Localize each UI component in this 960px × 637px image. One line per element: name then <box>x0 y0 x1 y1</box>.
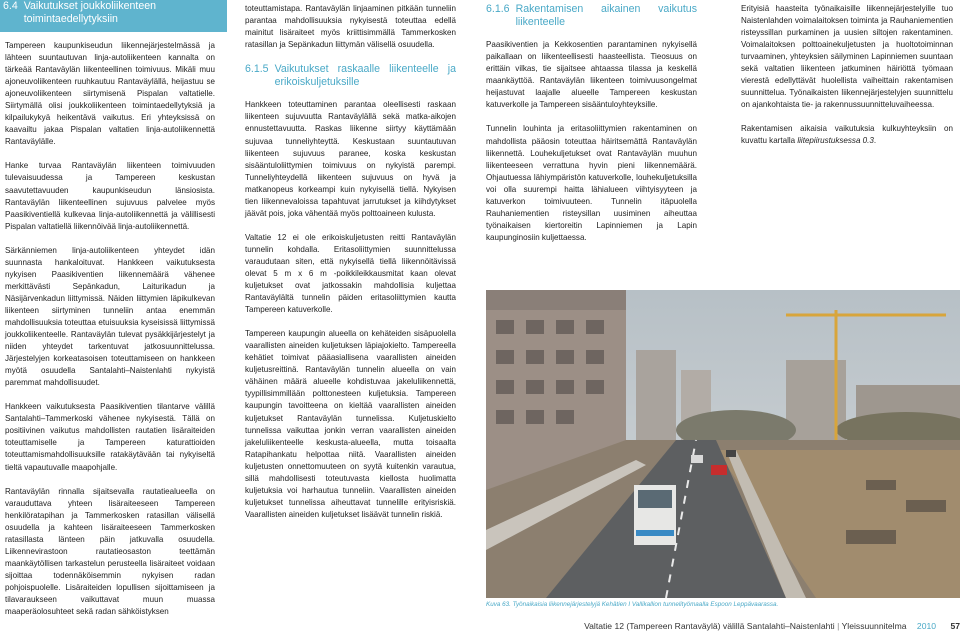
page-footer <box>584 621 960 631</box>
paragraph: Särkänniemen linja-autoliikenteen yhteydet idän suunnasta hankaloituvat. Hankkeen vaikutuksesta nykyisen Paasikiventien liikennemäärä vähenee merkittävästi Sepänkadun, Laiturikadun ja Näsijärvenkadun liittymissä. Näiden liittymien läpikulkevan liikenteen siirtyminen tunneliin antaa enemmän mahdollisuuksia toteuttaa etuisuuksia kyseisissä liittymissä joukkoliikenteelle. Rantaväylän tulevat pysäkkijärjestelyt ja niiden yhteydet tarkentuvat jatkosuunnittelussa. Järjestelyjen korkeatasoisen toteuttamiseen on hankkeen myötä osuudella Santalahti–Naistenlahti nykyistä paremmat mahdollisuudet. <box>5 245 215 388</box>
column-2 <box>245 3 456 519</box>
footer-year: 2010 <box>916 621 937 631</box>
subsection-number: 6.1.5 <box>245 63 269 76</box>
footer-separator: | <box>837 621 840 631</box>
column-1 <box>5 40 215 630</box>
subsection-title: Vaikutukset raskaalle liikenteelle ja erikoiskuljetuksille <box>274 63 456 88</box>
section-title: Vaikutukset joukkoliikenteen toimintaedellytyksiin <box>23 0 157 25</box>
subsection-number: 6.1.6 <box>486 3 510 15</box>
column-3 <box>486 3 697 256</box>
paragraph: Hankkeen vaikutuksesta Paasikiventien tilantarve välillä Santalahti–Tammerkoski vähenee nykyisestä. Tällä on positiivinen vaikutus mahdollisten rautatien lisäraiteiden toteuttamiselle ja Tampereen katurattioiden toteuttamismahdollisuuksille ratakäytävään tai nykyiseltä tieltä vapautuvalle maapohjalle. <box>5 402 215 472</box>
paragraph: Tampereen kaupunkiseudun liikennejärjestelmässä ja lähteen suuntautuvan linja-autoliikenteen kannalta on tärkeää Rantaväylän liikenteellinen toimivuus. Mikäli muu ajoneuvoliikenteen ruuhkautuu Rantaväylällä, heijastuu se ajoneuvoliikenteen siirtymisenä Pispalan valtatielle. Siirtymällä olisi joukkoliikenteen toimintaedellytyksiä ja kilpailukykyä heikentävä vaikutus. Eri yhteyksissä on kaavailtu jakaa Pispalan valtatien linja-autoliikennettä Rantaväylälle. <box>5 41 215 147</box>
photo-illustration <box>486 290 960 598</box>
subsection-heading <box>486 3 697 28</box>
paragraph: Hanke turvaa Rantaväylän liikenteen toimivuuden tulevaisuudessa ja Tampereen keskustan saavutettavuuden kaupunkiseudun länsiosista. Rantaväylän liikenteellinen sujuvuus palvelee myös Paasikiventiellä kulkevaa linja-autoliikennettä ja välillisesti Pispalan valtatiellä liikennöivää linja-autoliikennettä. <box>5 161 215 231</box>
paragraph: Erityisiä haasteita työnaikaisille liikennejärjestelyille tuo Naistenlahden voimalaitoksen toiminta ja Rauhaniementien risteyssillan purkaminen ja uusien siltojen rakentaminen. Voimalaitoksen polttoainekuljetusten ja huoltotoiminnan turvaaminen, yhteyksien säilyminen Lapinniemen suuntaan sekä valtatien liikenteen jatkuminen häiriöttä työmaan vierestä edellyttävät huolellista vaiheittain rakentamisen suunnittelua. Työnaikaisten liikennejärjestelyjen suunnittelu on ajankohtaista tie- ja rakennussuunnitteluvaiheessa. <box>741 4 953 110</box>
footer-title: Valtatie 12 (Tampereen Rantaväylä) välillä Santalahti–Naistenlahti <box>584 621 835 631</box>
page-number: 57 <box>950 621 960 631</box>
column-4 <box>741 3 953 160</box>
text: . <box>873 136 877 146</box>
section-header-box <box>0 0 227 32</box>
photo-caption: Kuva 63. Työnaikaisia liikennejärjestelyjä Kehätien I Vallikallion tunnelityömaalla Espoon Leppävaarassa. <box>486 601 779 608</box>
footer-document-type: Yleissuunnitelma <box>841 621 907 631</box>
paragraph: Tunnelin louhinta ja eritasoliittymien rakentaminen on mahdollista pääosin toteuttaa häiritsemättä Rantaväylän liikennettä. Louhekuljetukset ovat Rantaväylän muuhun liikenteeseen verrattuna hyvin pieni liikennemäärä. Ohjautuessa lähiympäristön katuverkolle, louhekuljetuksilla voi olla suurempi haitta lähialueen viihtyisyyteen ja katuverkon toimivuuteen. Tunnelin itäpuolella Rauhaniementien risteysillan uusiminen aiheuttaa työnaikaisen kiertoreitin Lapinniemen ja Lapin kaupunginosiin kuljettaessa. <box>486 124 697 242</box>
paragraph: Valtatie 12 ei ole erikoiskuljetusten reitti Rantaväylän tunnelin kohdalla. Eritasoliittymien suunnittelussa varaudutaan siten, että nykyisellä tiellä liikennöitävissä olevat 5 m x 6 m -poikkileikkausmitat kaan olevat kuljetukset ovat jatkossakin mahdollisia kuljettaa Rantaväylältä tunnelin päiden eritasoliittymien kautta Tampereen katuverkolle. <box>245 232 456 315</box>
subsection-title: Rakentamisen aikainen vaikutus liikenteelle <box>515 3 697 28</box>
paragraph: Rantaväylän rinnalla sijaitsevalla rautatiealueella on varauduttava yhteen lisäraiteeseen Tampereen henkilöratapihan ja Tammerkosken ratasillan välisellä osuudella ja kahteen lisäraiteeseen Tammerkosken ratasillasta länteen päin jatkuvalla osuudella. Liikennevirastoon rautatieosaston teettämän maankäytöllisen tarkastelun perusteella lisäraiteet voidaan sijoittaa todennäköisemmin nykyisen radan pohjoispuolelle. Lisäraiteiden lopullisen sijoittamiseen ja tilavaraukseen vaikuttavat muun muassa maaperäolosuhteet sekä radan sähköistyksen <box>5 486 215 617</box>
paragraph: toteuttamistapa. Rantaväylän linjaaminen pitkään tunneliin parantaa mahdollisuuksia nykyisestä toteuttaa edellä mainitut lisäraiteet myös kriittisimmällä Tammerkosken ratasillan ja Sepänkadun liittymän välisellä osuudella. <box>245 4 456 50</box>
appendix-reference: liitepiirustuksessa 0.3 <box>797 136 874 146</box>
subsection-heading <box>245 63 456 88</box>
paragraph: Tampereen kaupungin alueella on kehäteiden sisäpuolella vaarallisten aineiden kuljetuksen läpiajokielto. Tampereella kehätiet toimivat pääasiallisena vaarallisten aineiden kuljetusreittinä. Rantaväylän tunnelin alueella on vain vähäinen määrä alueelle kohdistuvaa jakeluliikennettä, tyypillisimmillään polttonesteen kuljetuksia. Tampereen kaupungin tavoitteena on kieltää vaarallisten aineiden kuljetukset Rantaväylän tunnelissa. Kuljetuskielto tunnelissa vaikuttaa jonkin verran vaarallisten aineiden jakeluliikenteelle keskusta-alueella, mutta toisaalta Ratapihankatu helpottaa niitä. Vaarallisten aineiden kuljetusten onnettomuuteen on syytä kuitenkin varautua, sillä mahdollisesti toteutuvasta kiellosta huolimatta kuljetuksia voi harhautua tunneliin. Vaarallisten aineiden kuljetukset tunnelissa aiheuttavat tunnelille erityisriskiä. Vaarallisten aineiden kuljetukset lisäävät tunnelin riskiä. <box>245 329 456 519</box>
text: Rakentamisen aikaisia vaikutuksia kulkuyhteyksiin on kuvattu kartalla <box>741 124 953 146</box>
section-heading <box>0 0 227 25</box>
paragraph: Hankkeen toteuttaminen parantaa oleellisesti raskaan liikenteen sujuvuutta Rantaväylällä sekä matka-aikojen ennustettavuutta. Raskas liikenne siirtyy käyttämään sujuvaa tunneliyhteyttä. Keskustaan suuntautuvan liikenteen sujuvuus paranee, koska keskustan sisääntuloliittymien toimivuus on nykyistä parempi. Tunneliyhteydellä liikenteen sujuvuus on hyvä ja matkanopeus korkeampi kuin nykyisellä tiellä. Nykyisen tien liikennevaloissa tapahtuvat jarrutukset ja kiihdytykset jäävät pois, joka vähentää myös polttoaineen kulusta. <box>245 100 456 218</box>
paragraph <box>741 123 953 147</box>
section-number: 6.4 <box>3 0 18 12</box>
paragraph: Paasikiventien ja Kekkosentien parantaminen nykyisellä paikallaan on liikenteellisesti haasteellista. Tieosuus on erittäin vilkas, tie sijaitsee ahtaassa tilassa ja keskellä maankäyttöä. Rantaväylän liikenteen toimivuusongelmat heijastuvat laajalle alueelle Tampereen keskustan katuverkolle ja Tampereen sisääntuloyhteyksille. <box>486 40 697 110</box>
construction-site-photo <box>486 290 960 598</box>
